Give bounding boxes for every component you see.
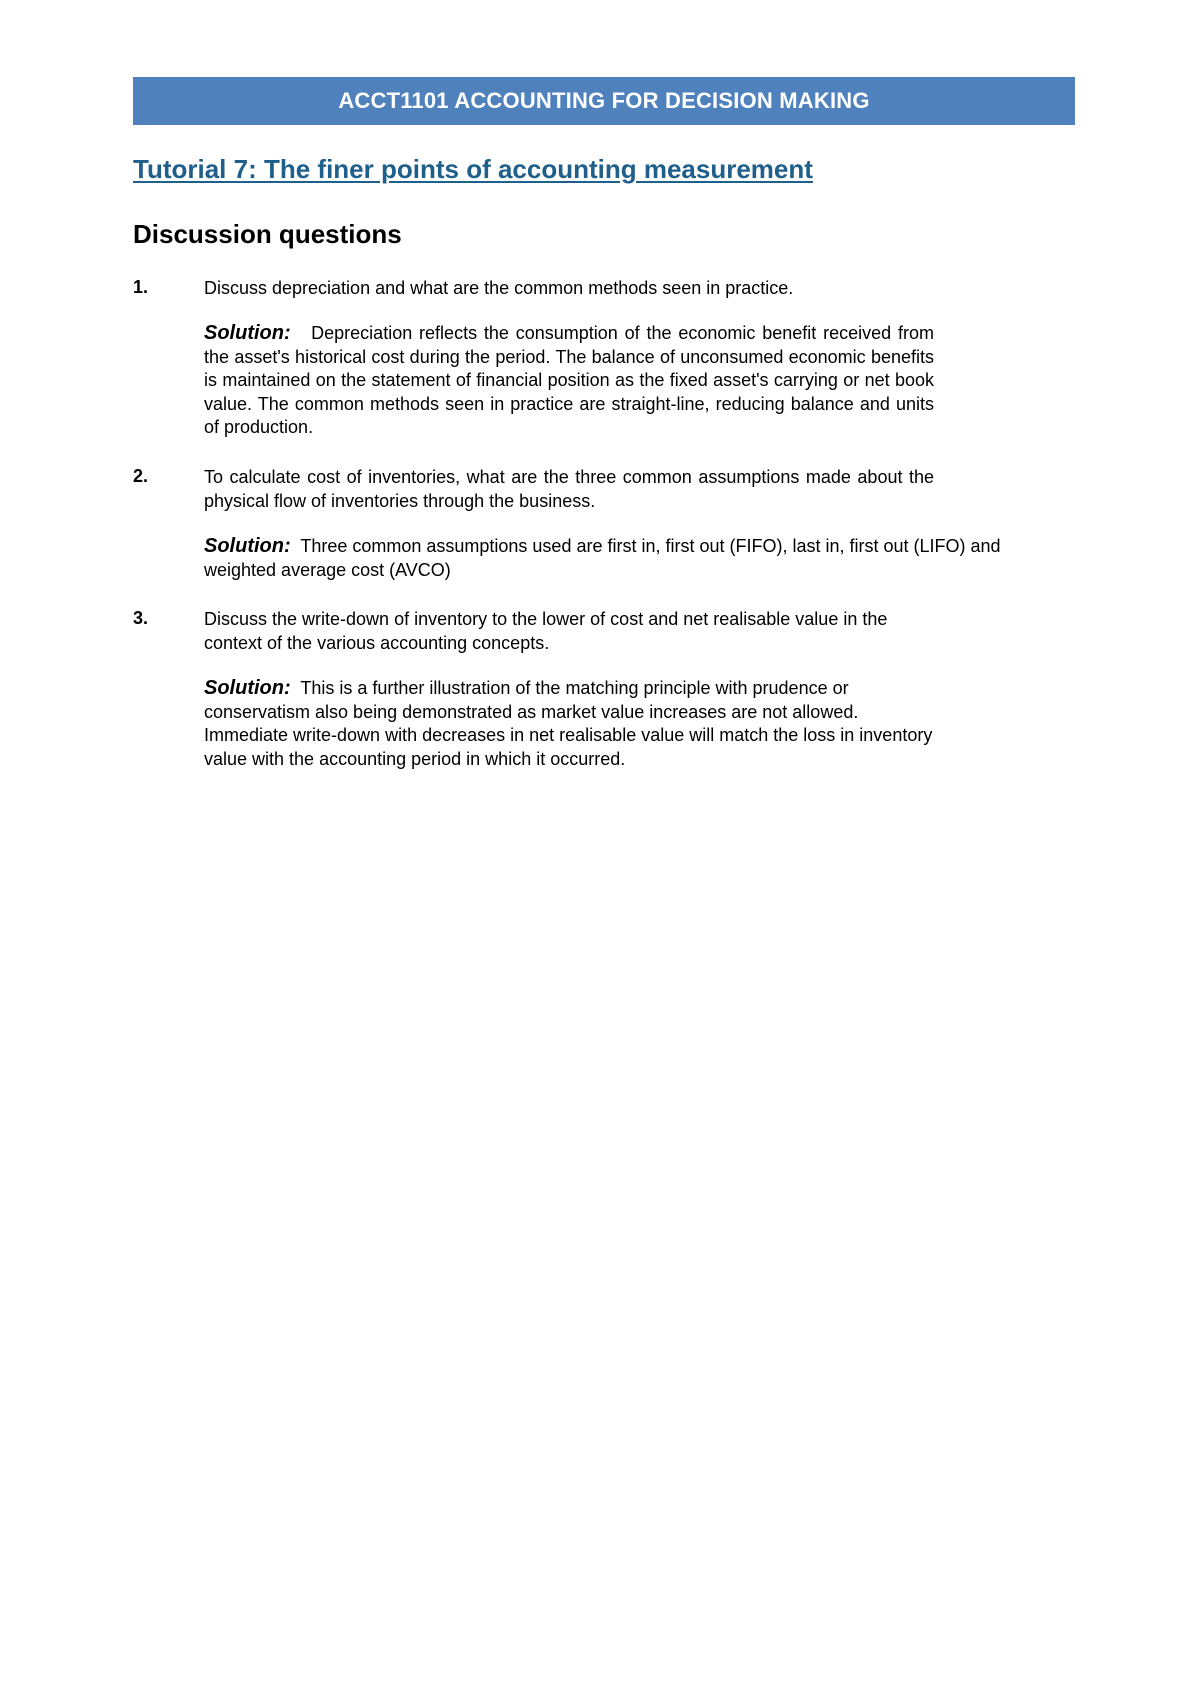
solution-block bbox=[204, 322, 934, 440]
solution-label: Solution: bbox=[204, 535, 291, 557]
solution-block bbox=[204, 677, 934, 771]
question-text: Discuss the write-down of inventory to the lower of cost and net realisable value in the context of the various accounting concepts. bbox=[204, 609, 888, 653]
solution-label: Solution: bbox=[204, 677, 291, 699]
solution-text: Three common assumptions used are first in, first out (FIFO), last in, first out (LIFO) and weighted average cost (AVCO) bbox=[204, 536, 1001, 580]
question-text: To calculate cost of inventories, what are the three common assumptions made about the physical flow of inventories through the business. bbox=[204, 467, 934, 511]
solution-label: Solution: bbox=[204, 322, 291, 344]
solution-text: This is a further illustration of the matching principle with prudence or conservatism also being demonstrated as market value increases are not allowed. Immediate write-down with decreases in net realisable value will match the loss in inventory value with the accounting period in which it occurred. bbox=[204, 678, 933, 769]
course-title: ACCT1101 ACCOUNTING FOR DECISION MAKING bbox=[338, 88, 870, 113]
question-number: 3. bbox=[133, 608, 149, 628]
question-text: Discuss depreciation and what are the common methods seen in practice. bbox=[204, 278, 794, 298]
course-header-bar bbox=[133, 77, 1075, 125]
solution-block bbox=[204, 535, 1004, 582]
question-number: 2. bbox=[133, 466, 149, 486]
solution-text: Depreciation reflects the consumption of the economic benefit received from the asset's historical cost during the period. The balance of unconsumed economic benefits is maintained on the statement of financial position as the fixed asset's carrying or net book value. The common methods seen in practice are straight-line, reducing balance and units of production. bbox=[204, 323, 934, 437]
question-number: 1. bbox=[133, 277, 149, 297]
section-heading: Discussion questions bbox=[133, 219, 402, 249]
tutorial-title: Tutorial 7: The finer points of accounting measurement bbox=[133, 154, 813, 184]
